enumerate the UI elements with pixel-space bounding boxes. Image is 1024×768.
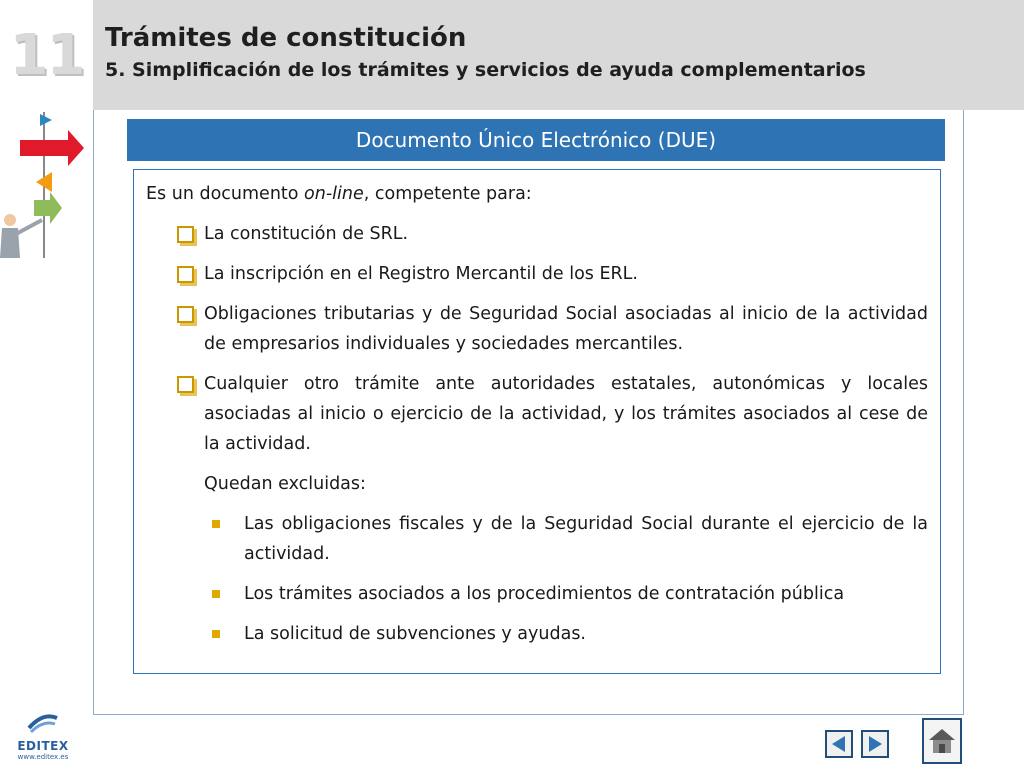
list-item xyxy=(146,219,928,249)
checkbox-bullet-icon xyxy=(146,259,204,289)
list-item-text: Obligaciones tributarias y de Seguridad Social asociadas al inicio de la actividad de empresarios individuales y sociedades mercantiles. xyxy=(204,304,928,354)
slide-title: Trámites de constitución xyxy=(105,23,467,53)
list-item-text: La constitución de SRL. xyxy=(204,224,409,244)
editex-logo xyxy=(14,712,72,762)
checkbox-bullet-icon xyxy=(146,369,204,459)
home-button[interactable] xyxy=(922,718,962,764)
home-icon xyxy=(927,726,957,756)
next-slide-button[interactable] xyxy=(861,730,889,758)
brand-name: EDITEX xyxy=(17,739,69,753)
slide-number xyxy=(0,0,93,110)
exclusion-text: La solicitud de subvenciones y ayudas. xyxy=(244,624,586,644)
businessman-arrows-illustration xyxy=(0,108,92,268)
intro-text xyxy=(146,179,928,209)
square-bullet-icon xyxy=(146,619,244,649)
section-banner: Documento Único Electrónico (DUE) xyxy=(127,119,945,161)
exclusion-item xyxy=(146,579,928,609)
exclusion-item xyxy=(146,509,928,569)
brand-url: www.editex.es xyxy=(17,753,69,761)
exclusion-text: Las obligaciones fiscales y de la Seguridad Social durante el ejercicio de la actividad. xyxy=(244,514,928,564)
intro-before: Es un documento xyxy=(146,184,305,204)
checkbox-bullet-icon xyxy=(146,219,204,249)
slide-subtitle: 5. Simplificación de los trámites y servicios de ayuda complementarios xyxy=(105,59,866,81)
intro-emphasis: on-line xyxy=(304,184,364,204)
exclusions-label: Quedan excluidas: xyxy=(204,474,366,494)
previous-slide-button[interactable] xyxy=(825,730,853,758)
slide-number-text: 11 xyxy=(9,22,84,88)
prev-arrow-icon xyxy=(830,735,848,753)
editex-logo-icon xyxy=(23,712,63,734)
slide-header xyxy=(93,0,1024,110)
list-item xyxy=(146,369,928,459)
exclusion-text: Los trámites asociados a los procedimientos de contratación pública xyxy=(244,584,845,604)
list-item xyxy=(146,299,928,359)
exclusion-item xyxy=(146,619,928,649)
list-item xyxy=(146,259,928,289)
intro-after: , competente para: xyxy=(363,184,532,204)
list-item-text: La inscripción en el Registro Mercantil de los ERL. xyxy=(204,264,638,284)
square-bullet-icon xyxy=(146,579,244,609)
checkbox-bullet-icon xyxy=(146,299,204,359)
list-item-text: Cualquier otro trámite ante autoridades estatales, autonómicas y locales asociadas al inicio o ejercicio de la actividad, y los trámites asociados al cese de la actividad. xyxy=(204,374,928,454)
square-bullet-icon xyxy=(146,509,244,569)
content-box xyxy=(133,169,941,674)
next-arrow-icon xyxy=(866,735,884,753)
